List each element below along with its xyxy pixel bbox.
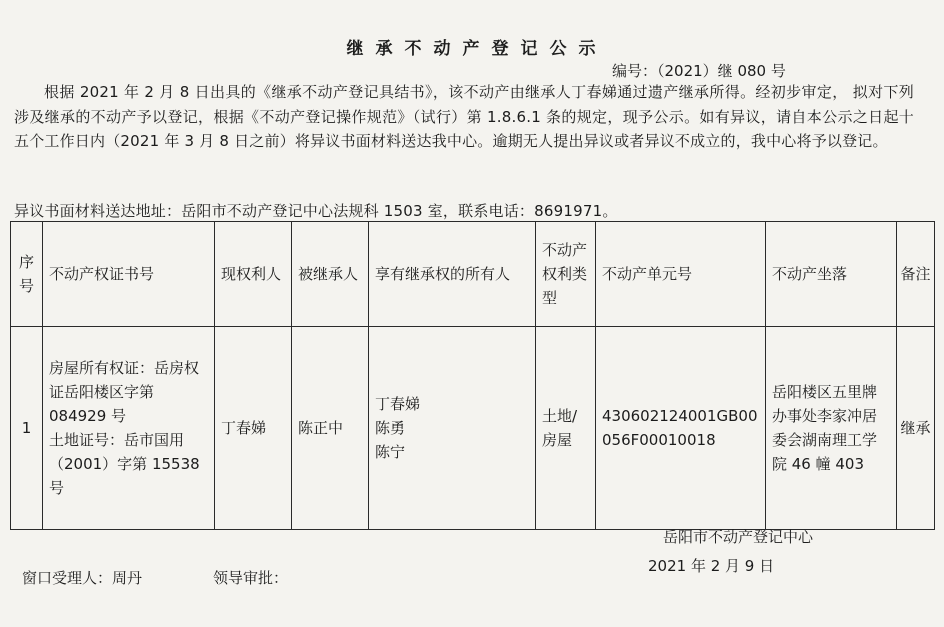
issue-date: 2021 年 2 月 9 日 (648, 557, 775, 575)
issuing-organization: 岳阳市不动产登记中心 (663, 528, 814, 546)
header-seq: 序号 (11, 222, 43, 327)
document-number: 编号：（2021）继 080 号 (612, 62, 786, 80)
cell-seq: 1 (11, 327, 43, 530)
window-clerk: 窗口受理人：周丹 (22, 569, 143, 587)
leader-approval: 领导审批： (213, 569, 289, 587)
header-unit-no: 不动产单元号 (596, 222, 766, 327)
header-heirs: 享有继承权的所有人 (369, 222, 536, 327)
registration-table (10, 221, 935, 530)
header-current-holder: 现权利人 (215, 222, 292, 327)
cell-remark: 继承 (897, 327, 935, 530)
cell-current-holder: 丁春娣 (215, 327, 292, 530)
table-row (11, 327, 935, 530)
cell-heirs: 丁春娣 陈勇 陈宁 (369, 327, 536, 530)
header-inherited-from: 被继承人 (292, 222, 369, 327)
notice-body: 根据 2021 年 2 月 8 日出具的《继承不动产登记具结书》，该不动产由继承人丁春娣通过遗产继承所得。经初步审定， 拟对下列涉及继承的不动产予以登记，根据《不动产登记操作规范》（试行）第 1.8.6.1 条的规定，现予公示。如有异议，请自本公示之日起十五个工作日内（2021 年 3 月 8 日之前）将异议书面材料送达我中心。逾期无人提出异议或者异议不成立的，我中心将予以登记。 (14, 83, 914, 150)
table-header-row (11, 222, 935, 327)
cell-unit-no: 430602124001GB00056F00010018 (596, 327, 766, 530)
header-remark: 备注 (897, 222, 935, 327)
cell-cert-no: 房屋所有权证：岳房权证岳阳楼区字第 084929 号 土地证号：岳市国用（2001）字第 15538 号 (43, 327, 215, 530)
notice-title: 继承不动产登记公示 (346, 39, 608, 59)
objection-address: 异议书面材料送达地址：岳阳市不动产登记中心法规科 1503 室，联系电话：8691971。 (14, 202, 618, 220)
header-right-type: 不动产权利类型 (536, 222, 596, 327)
cell-inherited-from: 陈正中 (292, 327, 369, 530)
cell-right-type: 土地/房屋 (536, 327, 596, 530)
header-cert-no: 不动产权证书号 (43, 222, 215, 327)
header-location: 不动产坐落 (766, 222, 897, 327)
cell-location: 岳阳楼区五里牌办事处李家冲居委会湖南理工学院 46 幢 403 (766, 327, 897, 530)
